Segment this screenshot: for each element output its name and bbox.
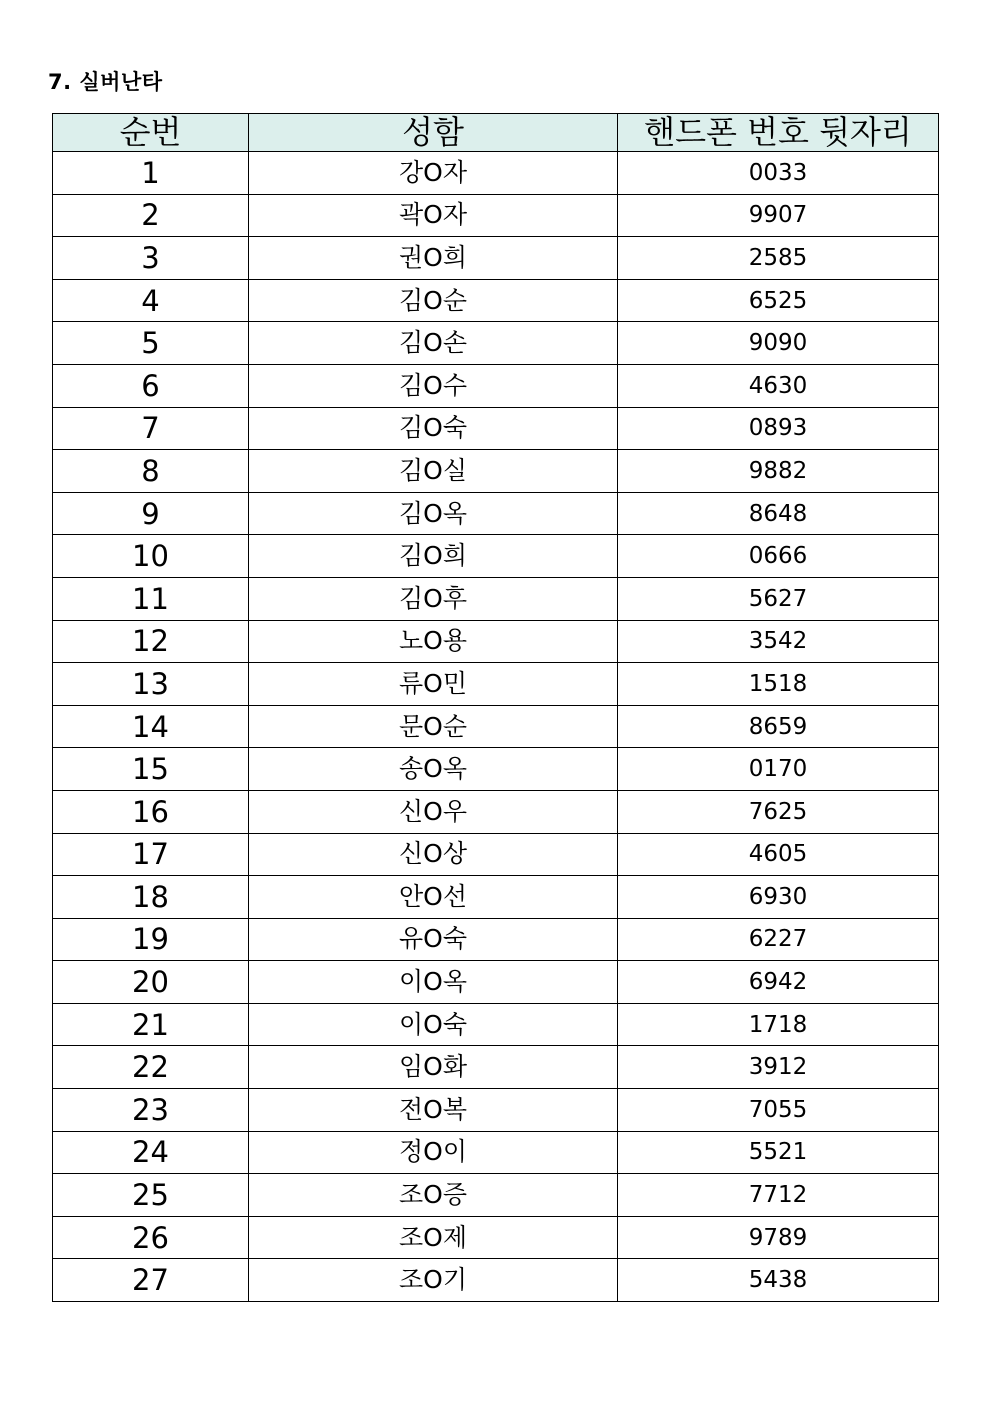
row-number: 13 xyxy=(53,663,249,706)
table-row xyxy=(53,1216,939,1259)
row-number: 7 xyxy=(53,407,249,450)
row-number: 25 xyxy=(53,1174,249,1217)
row-name: 김O실 xyxy=(249,450,618,493)
header-phone: 핸드폰 번호 뒷자리 xyxy=(618,114,939,152)
table-row xyxy=(53,492,939,535)
table-row xyxy=(53,876,939,919)
table-row xyxy=(53,918,939,961)
row-phone: 5438 xyxy=(618,1259,939,1302)
table-row xyxy=(53,577,939,620)
table-row xyxy=(53,1131,939,1174)
table-row xyxy=(53,748,939,791)
row-phone: 8659 xyxy=(618,705,939,748)
row-number: 6 xyxy=(53,364,249,407)
table-row xyxy=(53,322,939,365)
row-name: 김O순 xyxy=(249,279,618,322)
row-name: 김O숙 xyxy=(249,407,618,450)
table-row xyxy=(53,1259,939,1302)
row-name: 조O기 xyxy=(249,1259,618,1302)
row-phone: 4630 xyxy=(618,364,939,407)
row-name: 송O옥 xyxy=(249,748,618,791)
row-phone: 1518 xyxy=(618,663,939,706)
row-name: 이O숙 xyxy=(249,1003,618,1046)
row-number: 17 xyxy=(53,833,249,876)
row-number: 20 xyxy=(53,961,249,1004)
row-number: 19 xyxy=(53,918,249,961)
row-name: 신O상 xyxy=(249,833,618,876)
table-row xyxy=(53,1174,939,1217)
row-number: 24 xyxy=(53,1131,249,1174)
section-title: 7. 실버난타 xyxy=(48,70,163,94)
row-phone: 0893 xyxy=(618,407,939,450)
row-phone: 4605 xyxy=(618,833,939,876)
table-row xyxy=(53,663,939,706)
row-name: 문O순 xyxy=(249,705,618,748)
row-number: 27 xyxy=(53,1259,249,1302)
table-header-row xyxy=(53,114,939,152)
row-phone: 7712 xyxy=(618,1174,939,1217)
row-phone: 7625 xyxy=(618,790,939,833)
row-name: 신O우 xyxy=(249,790,618,833)
row-number: 22 xyxy=(53,1046,249,1089)
roster-table xyxy=(52,113,939,1302)
row-number: 3 xyxy=(53,237,249,280)
table-row xyxy=(53,364,939,407)
row-number: 2 xyxy=(53,194,249,237)
row-name: 김O수 xyxy=(249,364,618,407)
row-number: 14 xyxy=(53,705,249,748)
row-phone: 6942 xyxy=(618,961,939,1004)
row-number: 12 xyxy=(53,620,249,663)
table-row xyxy=(53,450,939,493)
row-phone: 3542 xyxy=(618,620,939,663)
row-name: 조O증 xyxy=(249,1174,618,1217)
row-phone: 9090 xyxy=(618,322,939,365)
table-row xyxy=(53,1046,939,1089)
table-row xyxy=(53,237,939,280)
row-phone: 5521 xyxy=(618,1131,939,1174)
row-number: 1 xyxy=(53,152,249,195)
row-name: 곽O자 xyxy=(249,194,618,237)
table-row xyxy=(53,279,939,322)
row-number: 16 xyxy=(53,790,249,833)
row-phone: 1718 xyxy=(618,1003,939,1046)
row-phone: 3912 xyxy=(618,1046,939,1089)
row-name: 강O자 xyxy=(249,152,618,195)
row-number: 10 xyxy=(53,535,249,578)
row-phone: 5627 xyxy=(618,577,939,620)
row-name: 전O복 xyxy=(249,1089,618,1132)
row-number: 9 xyxy=(53,492,249,535)
table-row xyxy=(53,961,939,1004)
header-number: 순번 xyxy=(53,114,249,152)
table-row xyxy=(53,152,939,195)
header-name: 성함 xyxy=(249,114,618,152)
table-row xyxy=(53,833,939,876)
row-phone: 2585 xyxy=(618,237,939,280)
row-name: 김O옥 xyxy=(249,492,618,535)
row-phone: 0666 xyxy=(618,535,939,578)
row-phone: 7055 xyxy=(618,1089,939,1132)
row-number: 11 xyxy=(53,577,249,620)
table-row xyxy=(53,535,939,578)
row-number: 21 xyxy=(53,1003,249,1046)
row-phone: 0033 xyxy=(618,152,939,195)
row-name: 김O희 xyxy=(249,535,618,578)
row-phone: 0170 xyxy=(618,748,939,791)
table-row xyxy=(53,790,939,833)
row-name: 이O옥 xyxy=(249,961,618,1004)
row-number: 18 xyxy=(53,876,249,919)
row-name: 노O용 xyxy=(249,620,618,663)
row-phone: 9882 xyxy=(618,450,939,493)
row-name: 김O손 xyxy=(249,322,618,365)
table-row xyxy=(53,1089,939,1132)
table-row xyxy=(53,620,939,663)
row-phone: 6930 xyxy=(618,876,939,919)
row-number: 8 xyxy=(53,450,249,493)
row-name: 유O숙 xyxy=(249,918,618,961)
row-number: 4 xyxy=(53,279,249,322)
row-name: 권O희 xyxy=(249,237,618,280)
table-row xyxy=(53,705,939,748)
row-number: 23 xyxy=(53,1089,249,1132)
table-row xyxy=(53,1003,939,1046)
row-name: 정O이 xyxy=(249,1131,618,1174)
row-name: 류O민 xyxy=(249,663,618,706)
row-phone: 9907 xyxy=(618,194,939,237)
row-phone: 6525 xyxy=(618,279,939,322)
row-name: 임O화 xyxy=(249,1046,618,1089)
row-name: 안O선 xyxy=(249,876,618,919)
row-number: 26 xyxy=(53,1216,249,1259)
row-phone: 8648 xyxy=(618,492,939,535)
row-number: 5 xyxy=(53,322,249,365)
table-body xyxy=(53,152,939,1302)
row-name: 김O후 xyxy=(249,577,618,620)
row-number: 15 xyxy=(53,748,249,791)
table-row xyxy=(53,407,939,450)
row-phone: 6227 xyxy=(618,918,939,961)
row-phone: 9789 xyxy=(618,1216,939,1259)
table-row xyxy=(53,194,939,237)
row-name: 조O제 xyxy=(249,1216,618,1259)
